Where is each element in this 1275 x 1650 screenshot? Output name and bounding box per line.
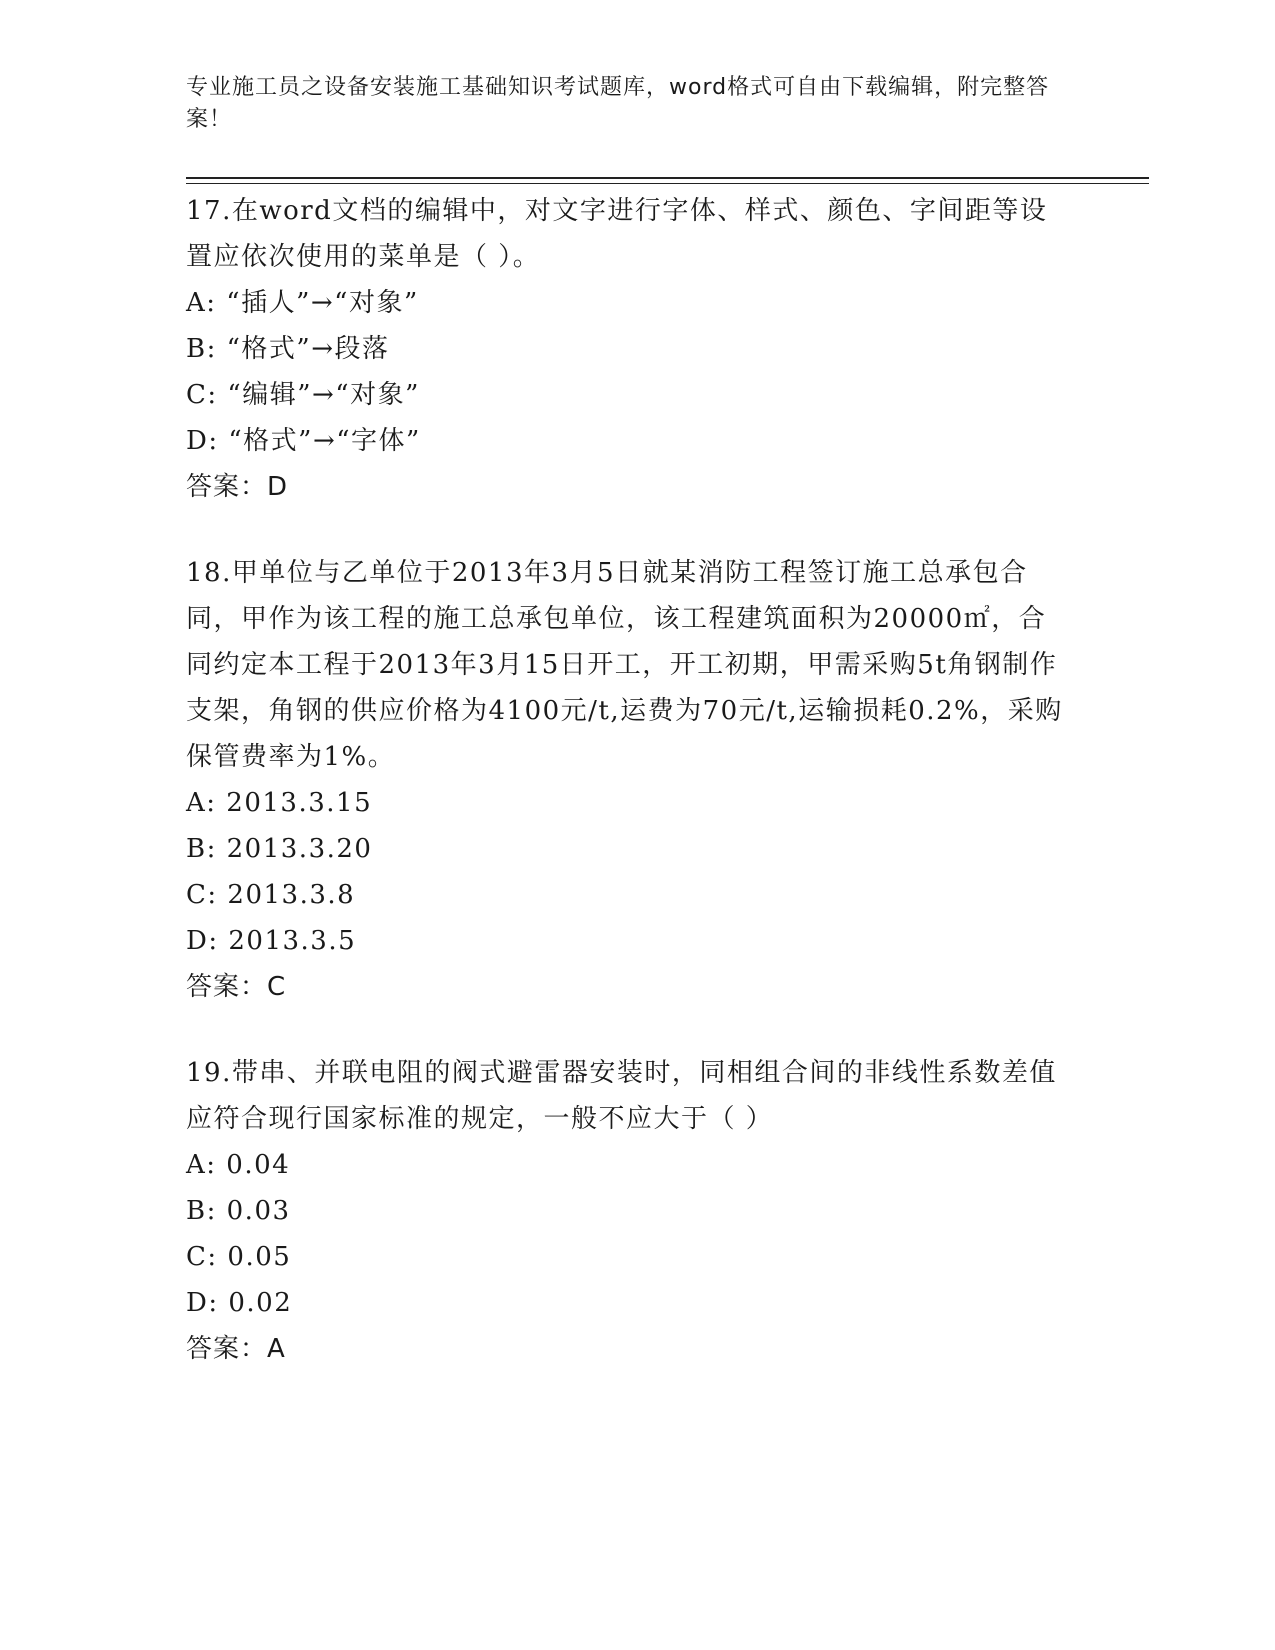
question-stem: 19.带串、并联电阻的阀式避雷器安装时，同相组合间的非线性系数差值应符合现行国家标准的规定，一般不应大于（ ）: [186, 1058, 1057, 1134]
option-b: B: “格式”→段落: [186, 334, 390, 364]
header-divider-thick: [186, 177, 1149, 179]
option-b: B: 2013.3.20: [186, 834, 373, 864]
answer-line: 答案：D: [186, 472, 289, 502]
option-c: C: “编辑”→“对象”: [186, 380, 420, 410]
option-a: A: 2013.3.15: [186, 788, 373, 818]
option-d: D: 0.02: [186, 1288, 293, 1318]
question-17: [186, 188, 1086, 510]
question-stem: 17.在word文档的编辑中，对文字进行字体、样式、颜色、字间距等设置应依次使用的菜单是（ ）。: [186, 196, 1048, 272]
question-stem: 18.甲单位与乙单位于2013年3月5日就某消防工程签订施工总承包合同，甲作为该工程的施工总承包单位，该工程建筑面积为20000㎡，合同约定本工程于2013年3月15日开工，开工初期，甲需采购5t角钢制作支架，角钢的供应价格为4100元/t,运费为70元/t,运输损耗0.2%，采购保管费率为1%。: [186, 558, 1063, 772]
option-a: A: 0.04: [186, 1150, 291, 1180]
answer-line: 答案：C: [186, 972, 287, 1002]
option-b: B: 0.03: [186, 1196, 291, 1226]
option-d: D: 2013.3.5: [186, 926, 357, 956]
question-19: [186, 1050, 1086, 1372]
option-c: C: 2013.3.8: [186, 880, 356, 910]
option-a: A: “插人”→“对象”: [186, 288, 419, 318]
header-divider-thin: [186, 183, 1149, 184]
question-18: [186, 550, 1086, 1010]
answer-line: 答案：A: [186, 1334, 286, 1364]
option-c: C: 0.05: [186, 1242, 292, 1272]
option-d: D: “格式”→“字体”: [186, 426, 421, 456]
document-header: 专业施工员之设备安装施工基础知识考试题库，word格式可自由下载编辑，附完整答案！: [186, 75, 1050, 132]
